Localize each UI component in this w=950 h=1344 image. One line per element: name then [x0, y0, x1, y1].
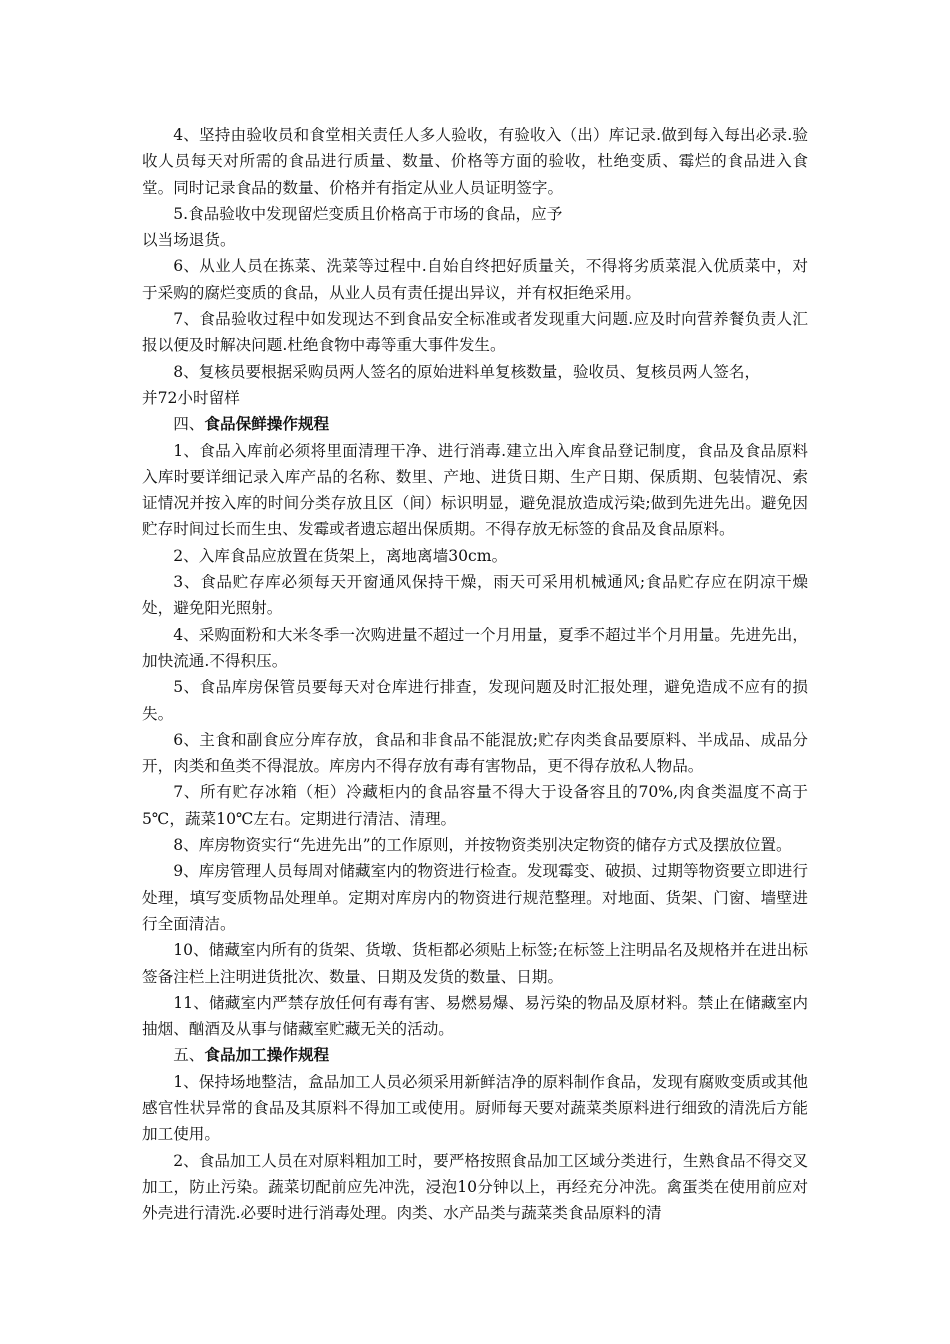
- paragraph-b-2: 2、入库食品应放置在货架上，离地离墙30cm。: [173, 546, 508, 565]
- paragraph-a-5: 8、复核员要根据采购员两人签名的原始进料单复核数量，验收员、复核员两人签名，: [173, 362, 761, 381]
- paragraph-b-4: 4、采购面粉和大米冬季一次购进量不超过一个月用量，夏季不超过半个月用量。先进先出，加快流通.不得积压。: [142, 625, 808, 670]
- paragraph-a-5-cont: 并72小时留样: [142, 388, 240, 407]
- paragraph-b-8: 8、库房物资实行“先进先出”的工作原则，并按物资类别决定物资的储存方式及摆放位置。: [173, 836, 792, 855]
- paragraph-c-2: 2、食品加工人员在对原料粗加工时，要严格按照食品加工区域分类进行，生熟食品不得交叉加工，防止污染。蔬菜切配前应先冲洗，浸泡10分钟以上，再经充分冲洗。禽蛋类在使用前应对外壳进行清洗.必要时进行消毒处理。肉类、水产品类与蔬菜类食品原料的清: [142, 1151, 808, 1223]
- paragraph-a-2-cont: 以当场退货。: [142, 231, 236, 250]
- section-heading-4: [142, 411, 808, 437]
- paragraph-c-1: 1、保持场地整洁，盒品加工人员必须采用新鲜洁净的原料制作食品，发现有腐败变质或其他感官性状异常的食品及其原料不得加工或使用。厨师每天要对蔬菜类原料进行细致的清洗后方能加工使用。: [142, 1072, 808, 1144]
- document-page: [142, 122, 808, 1226]
- paragraph-b-9: 9、库房管理人员每周对储藏室内的物资进行检查。发现霉变、破损、过期等物资要立即进行处理，填写变质物品处理单。定期对库房内的物资进行规范整理。对地面、货架、门窗、墙壁进行全面清洁。: [142, 862, 808, 933]
- paragraph-b-10: 10、储藏室内所有的货架、货墩、货柜都必须贴上标签;在标签上注明品名及规格并在进出标签备注栏上注明进货批次、数量、日期及发货的数量、日期。: [142, 941, 808, 986]
- paragraph-b-3: 3、食品贮存库必须每天开窗通风保持干燥，雨天可采用机械通风;食品贮存应在阴凉干燥处，避免阳光照射。: [142, 573, 808, 618]
- paragraph-a-4: 7、食品验收过程中如发现达不到食品安全标准或者发现重大问题.应及时向营养餐负责人汇报以便及时解决问题.杜绝食物中毒等重大事件发生。: [142, 310, 808, 355]
- paragraph-a-3: 6、从业人员在拣菜、洗菜等过程中.自始自终把好质量关，不得将劣质菜混入优质菜中，对于采购的腐烂变质的食品，从业人员有责任提出异议，并有权拒绝采用。: [142, 257, 808, 302]
- paragraph-b-5: 5、食品库房保管员要每天对仓库进行排查，发现问题及时汇报处理，避免造成不应有的损失。: [142, 678, 808, 723]
- section-heading-4-text: 食品保鲜操作规程: [204, 415, 330, 434]
- paragraph-b-6: 6、主食和副食应分库存放，食品和非食品不能混放;贮存肉类食品要原料、半成品、成品分开，肉类和鱼类不得混放。库房内不得存放有毒有害物品，更不得存放私人物品。: [142, 730, 808, 776]
- paragraph-b-1: 1、食品入库前必须将里面清理干净、进行消毒.建立出入库食品登记制度，食品及食品原料入库时要详细记录入库产品的名称、数里、产地、进货日期、生产日期、保质期、包装情况、索证情况并按入库的时间分类存放且区（间）标识明显，避免混放造成污染;做到先进先出。避免因贮存时间过长而生虫、发霉或者遗忘超出保质期。不得存放无标签的食品及食品原料。: [142, 441, 808, 539]
- paragraph-a-1: 4、坚持由验收员和食堂相关责任人多人验收，有验收入（出）库记录.做到每入每出必录.验收人员每天对所需的食品进行质量、数量、价格等方面的验收，杜绝变质、霉烂的食品进入食堂。同时记录食品的数量、价格并有指定从业人员证明签字。: [142, 126, 808, 197]
- paragraph-b-11: 11、储藏室内严禁存放任何有毒有害、易燃易爆、易污染的物品及原材料。禁止在储藏室内抽烟、酗酒及从事与储藏室贮藏无关的活动。: [142, 993, 808, 1039]
- section-heading-4-number: 四、: [173, 415, 205, 434]
- section-heading-5-text: 食品加工操作规程: [204, 1046, 330, 1065]
- paragraph-a-2: 5.食品验收中发现留烂变质且价格高于市场的食品，应予: [173, 204, 563, 223]
- paragraph-b-7: 7、所有贮存冰箱（柜）冷藏柜内的食品容量不得大于设备容且的70%,肉食类温度不高于5℃，蔬菜10℃左右。定期进行清洁、清理。: [142, 783, 808, 828]
- section-heading-5: [142, 1042, 808, 1068]
- section-heading-5-number: 五、: [173, 1046, 205, 1065]
